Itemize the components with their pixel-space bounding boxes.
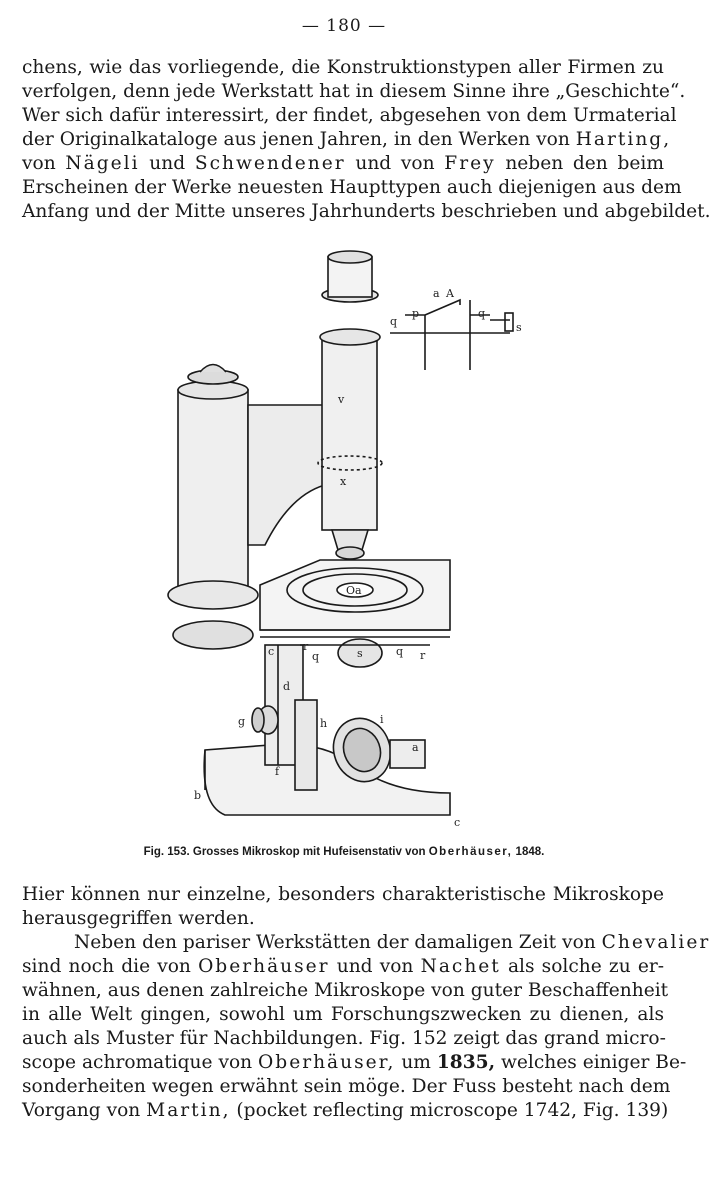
author-name: Schwendener	[194, 153, 346, 174]
maker-name: Oberhäuser	[198, 956, 330, 977]
text-line: der Originalkataloge aus jenen Jahren, in den Werken von Harting,	[22, 129, 672, 150]
figure-label: s	[357, 647, 363, 660]
text-line: Hier können nur einzelne, besonders charakteristische Mikroskope	[22, 884, 664, 905]
figure-label: h	[320, 717, 328, 730]
text-line: verfolgen, denn jede Werkstatt hat in diesem Sinne ihre „Geschichte“.	[22, 81, 686, 102]
caption-text: Grosses Mikroskop mit Hufeisenstativ von	[192, 846, 426, 858]
maker-name: Martin,	[146, 1100, 231, 1121]
figure-number: Fig. 153.	[143, 846, 190, 858]
figure-label: A	[446, 287, 454, 300]
text-line: Vorgang von Martin, (pocket reflecting microscope 1742, Fig. 139)	[22, 1100, 669, 1121]
top-paragraph	[22, 56, 711, 224]
figure-label: x	[340, 475, 347, 488]
text-line: sind noch die von Oberhäuser und von Nachet als solche zu er-	[22, 956, 664, 977]
figure-label: a	[433, 287, 440, 300]
maker-name: Chevalier	[601, 932, 711, 953]
figure-label: Oa	[346, 584, 362, 597]
figure-label: b	[194, 789, 202, 802]
text-line: chens, wie das vorliegende, die Konstruktionstypen aller Firmen zu	[22, 57, 664, 78]
bottom-paragraph	[22, 883, 711, 1123]
caption-maker: Oberhäuser,	[428, 846, 513, 858]
text-line: herausgegriffen werden.	[22, 908, 255, 929]
figure-label: g	[238, 715, 246, 728]
page-number: — 180 —	[301, 16, 387, 36]
figure-label: p	[412, 307, 420, 320]
figure-label: q	[390, 315, 398, 328]
figure-label: q	[478, 307, 486, 320]
text-line: Neben den pariser Werkstätten der damaligen Zeit von Chevalier	[74, 932, 711, 953]
figure-label: d	[283, 680, 291, 693]
author-name: Harting,	[575, 129, 672, 150]
figure-label: r	[420, 649, 426, 662]
figure-label: i	[380, 713, 384, 726]
year-bold: 1835,	[436, 1052, 496, 1073]
text-line: auch als Muster für Nachbildungen. Fig. 152 zeigt das grand micro-	[22, 1028, 666, 1049]
figure-label: v	[338, 393, 345, 406]
figure-label: a	[412, 741, 419, 754]
caption-year: 1848.	[515, 846, 545, 858]
figure-label: c	[454, 816, 461, 829]
text-line: Anfang und der Mitte unseres Jahrhunderts beschrieben und abgebildet.	[22, 201, 711, 222]
text-line: von Nägeli und Schwendener und von Frey neben den beim	[22, 153, 664, 174]
text-line: scope achromatique von Oberhäuser, um 1835, welches einiger Be-	[22, 1052, 687, 1073]
text-line: Wer sich dafür interessirt, der findet, abgesehen von dem Urmaterial	[22, 105, 677, 126]
figure-label: f	[275, 765, 280, 778]
maker-name: Oberhäuser,	[258, 1052, 396, 1073]
figure-label: q	[396, 645, 404, 658]
maker-name: Nachet	[420, 956, 501, 977]
text-line: in alle Welt gingen, sowohl um Forschungszwecken zu dienen, als	[22, 1004, 664, 1025]
figure-label: q	[312, 650, 320, 663]
text-line: sonderheiten wegen erwähnt sein möge. Der Fuss besteht nach dem	[22, 1076, 671, 1097]
figure-label: r	[303, 640, 309, 653]
author-name: Frey	[444, 153, 496, 174]
microscope-figure	[150, 245, 600, 835]
figure-label: s	[516, 321, 522, 334]
text-line: wähnen, aus denen zahlreiche Mikroskope von guter Beschaffenheit	[22, 980, 669, 1001]
figure-label: c	[268, 645, 275, 658]
figure-caption	[0, 846, 688, 858]
author-name: Nägeli	[65, 153, 140, 174]
text-line: Erscheinen der Werke neuesten Haupttypen auch diejenigen aus dem	[22, 177, 682, 198]
